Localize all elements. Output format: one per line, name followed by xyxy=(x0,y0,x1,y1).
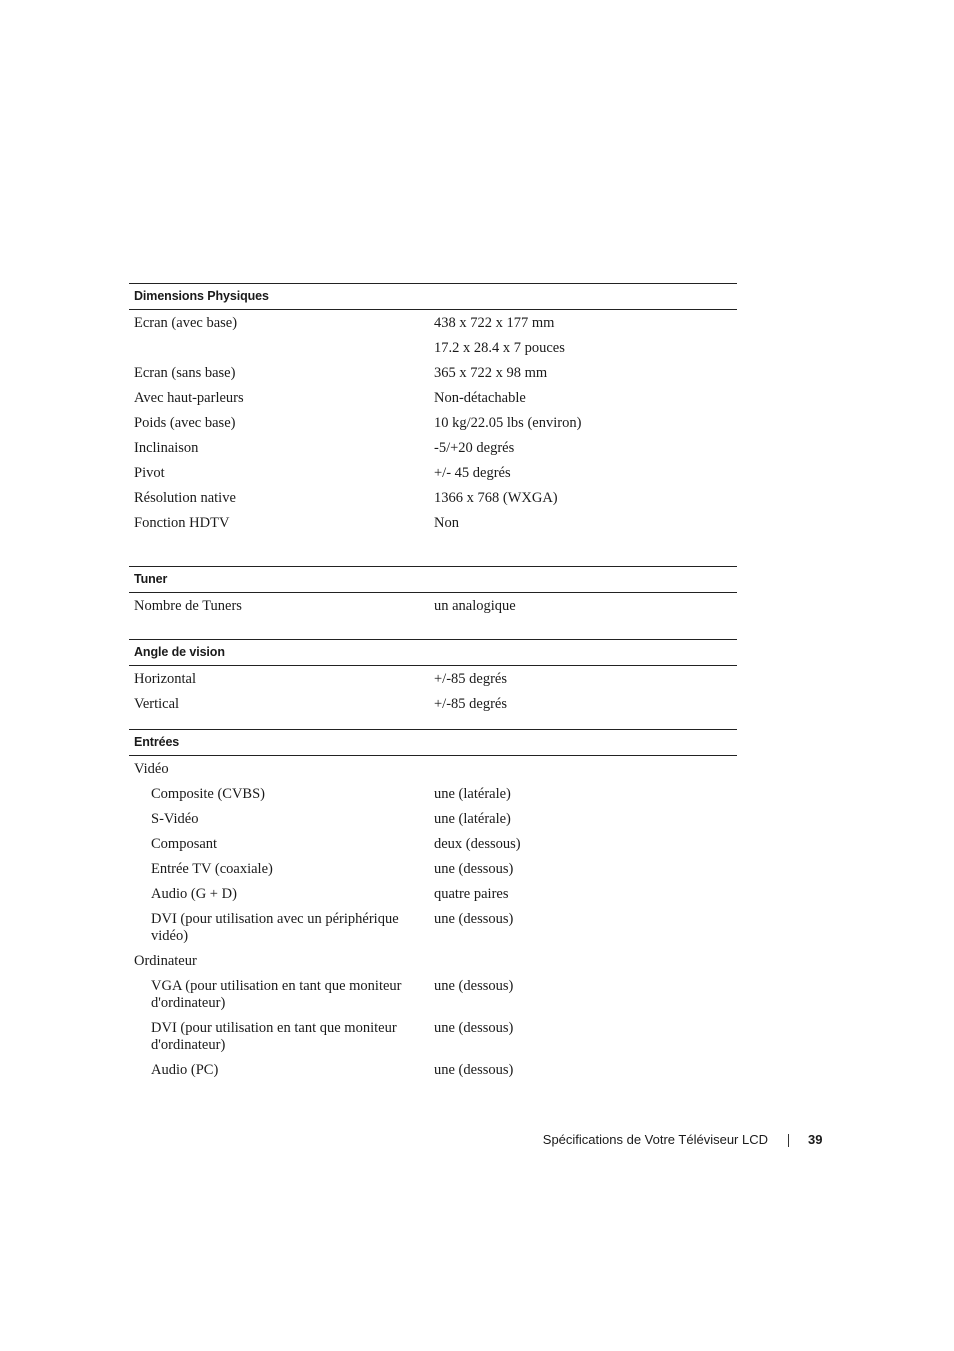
spec-label: Composite (CVBS) xyxy=(151,786,265,802)
spec-value: 17.2 x 28.4 x 7 pouces xyxy=(434,340,565,356)
spec-row xyxy=(129,757,737,782)
spec-label: Ecran (avec base) xyxy=(134,315,238,331)
spec-row xyxy=(129,782,737,807)
spec-value: 10 kg/22.05 lbs (environ) xyxy=(434,415,582,431)
section-title: Entrées xyxy=(129,729,737,756)
spec-value: +/-85 degrés xyxy=(434,671,508,687)
spec-value xyxy=(431,761,737,778)
spec-label xyxy=(129,340,431,357)
spec-label: DVI (pour utilisation en tant que moniteur d'ordinateur) xyxy=(151,1020,397,1053)
section-title: Angle de vision xyxy=(129,639,737,666)
footer-separator xyxy=(788,1134,789,1147)
spec-row xyxy=(129,1058,737,1083)
spec-value: une (dessous) xyxy=(434,1062,514,1078)
spec-row xyxy=(129,336,737,361)
spec-row xyxy=(129,692,737,717)
spec-row xyxy=(129,807,737,832)
spec-row xyxy=(129,832,737,857)
spec-label: S-Vidéo xyxy=(151,811,199,827)
spec-label: Entrée TV (coaxiale) xyxy=(151,861,273,877)
spec-value: une (dessous) xyxy=(434,1020,514,1036)
spec-group-label: Vidéo xyxy=(134,761,169,777)
spec-label: VGA (pour utilisation en tant que moniteur d'ordinateur) xyxy=(151,978,402,1011)
spec-row xyxy=(129,907,737,949)
spec-row xyxy=(129,411,737,436)
spec-row xyxy=(129,486,737,511)
spec-label: Composant xyxy=(151,836,218,852)
spec-label: Audio (G + D) xyxy=(151,886,237,902)
spec-value: une (latérale) xyxy=(434,786,511,802)
spec-row xyxy=(129,857,737,882)
spec-row xyxy=(129,974,737,1016)
spec-value: Non xyxy=(434,515,459,531)
spec-row xyxy=(129,461,737,486)
spec-label: Poids (avec base) xyxy=(134,415,236,431)
spec-value xyxy=(431,953,737,970)
spec-value: +/- 45 degrés xyxy=(434,465,511,481)
section-title: Tuner xyxy=(129,566,737,593)
spec-value: 1366 x 768 (WXGA) xyxy=(434,490,558,506)
spec-value: deux (dessous) xyxy=(434,836,521,852)
spec-label: Avec haut-parleurs xyxy=(134,390,244,406)
spec-value: un analogique xyxy=(434,598,516,614)
spec-value: -5/+20 degrés xyxy=(434,440,515,456)
section-inputs xyxy=(129,729,737,1083)
spec-label: Nombre de Tuners xyxy=(134,598,242,614)
spec-value: une (latérale) xyxy=(434,811,511,827)
page-number: 39 xyxy=(808,1132,823,1147)
spec-row xyxy=(129,882,737,907)
section-viewing-angle xyxy=(129,639,737,717)
section-dimensions xyxy=(129,283,737,536)
spec-label: DVI (pour utilisation avec un périphérique vidéo) xyxy=(151,911,399,944)
section-title: Dimensions Physiques xyxy=(129,283,737,310)
spec-label: Fonction HDTV xyxy=(134,515,230,531)
spec-label: Vertical xyxy=(134,696,180,712)
spec-row xyxy=(129,311,737,336)
spec-label: Audio (PC) xyxy=(151,1062,219,1078)
spec-value: quatre paires xyxy=(434,886,509,902)
spec-row xyxy=(129,386,737,411)
spec-value: +/-85 degrés xyxy=(434,696,508,712)
spec-group-label: Ordinateur xyxy=(134,953,197,969)
spec-row xyxy=(129,667,737,692)
spec-label: Inclinaison xyxy=(134,440,199,456)
spec-row xyxy=(129,361,737,386)
spec-value: Non-détachable xyxy=(434,390,526,406)
footer-title: Spécifications de Votre Téléviseur LCD xyxy=(542,1132,768,1147)
section-tuner xyxy=(129,566,737,619)
spec-label: Résolution native xyxy=(134,490,236,506)
spec-label: Pivot xyxy=(134,465,165,481)
spec-row xyxy=(129,949,737,974)
spec-label: Ecran (sans base) xyxy=(134,365,236,381)
spec-row xyxy=(129,594,737,619)
spec-value: 438 x 722 x 177 mm xyxy=(434,315,555,331)
spec-row xyxy=(129,1016,737,1058)
spec-row xyxy=(129,436,737,461)
spec-value: 365 x 722 x 98 mm xyxy=(434,365,548,381)
spec-value: une (dessous) xyxy=(434,911,514,927)
spec-value: une (dessous) xyxy=(434,861,514,877)
spec-value: une (dessous) xyxy=(434,978,514,994)
spec-label: Horizontal xyxy=(134,671,197,687)
spec-row xyxy=(129,511,737,536)
